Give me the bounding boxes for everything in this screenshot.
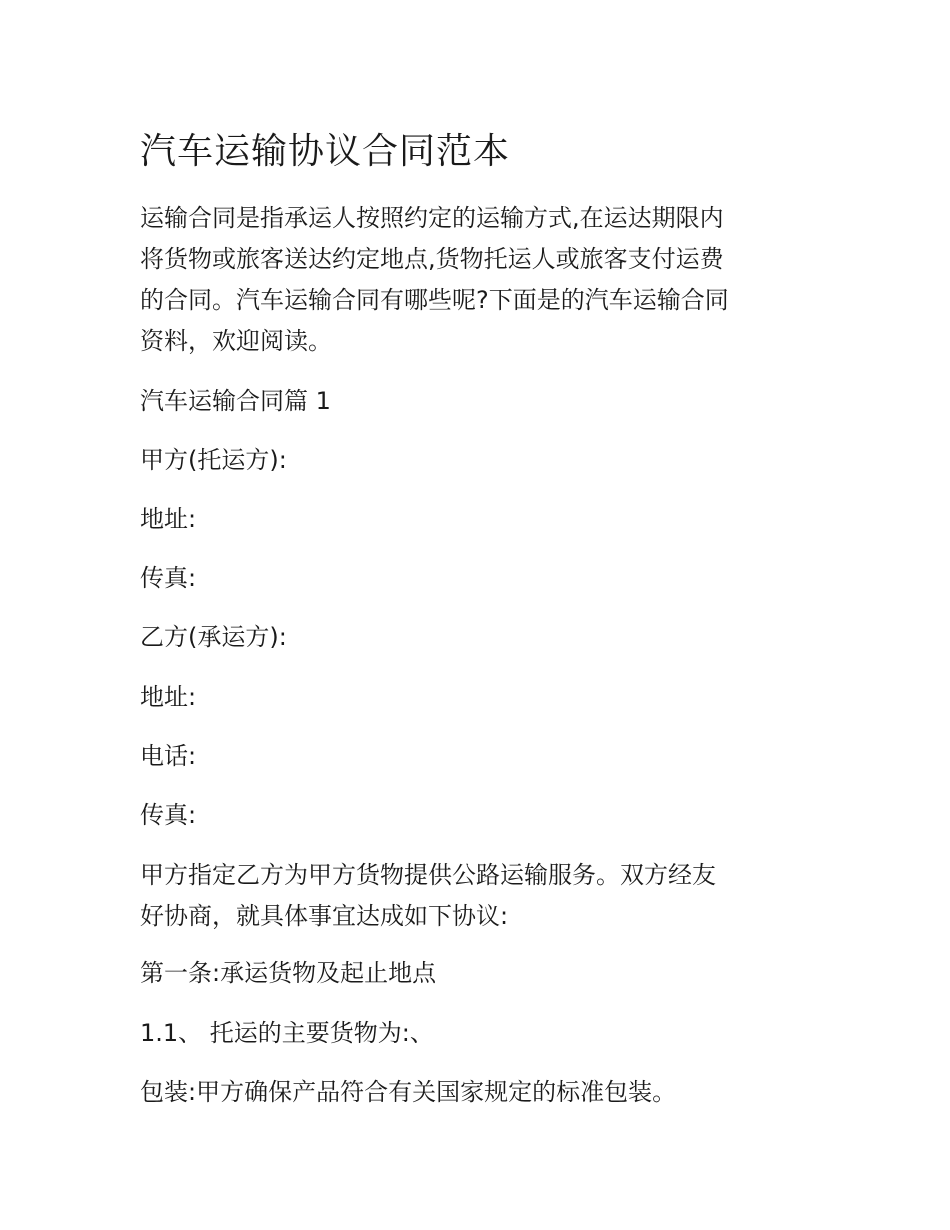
party-a-address: 地址: xyxy=(140,505,197,533)
agreement-paragraph xyxy=(140,855,716,937)
document-title: 汽车运输协议合同范本 xyxy=(140,131,511,172)
packaging-clause: 包装:甲方确保产品符合有关国家规定的标准包装。 xyxy=(140,1078,677,1106)
clause-1-1: 1.1、 托运的主要货物为:、 xyxy=(140,1019,434,1047)
party-a-fax: 传真: xyxy=(140,564,197,592)
intro-line: 运输合同是指承运人按照约定的运输方式,在运达期限内 xyxy=(140,204,724,232)
party-b-label: 乙方(承运方): xyxy=(140,623,287,651)
agreement-line: 甲方指定乙方为甲方货物提供公路运输服务。双方经友 xyxy=(140,861,716,889)
party-b-phone: 电话: xyxy=(140,742,197,770)
intro-line: 的合同。汽车运输合同有哪些呢?下面是的汽车运输合同 xyxy=(140,286,729,314)
intro-line: 将货物或旅客送达约定地点,货物托运人或旅客支付运费 xyxy=(140,245,724,273)
party-a-label: 甲方(托运方): xyxy=(140,446,287,474)
intro-line: 资料，欢迎阅读。 xyxy=(140,327,332,355)
intro-paragraph xyxy=(140,198,810,362)
party-b-address: 地址: xyxy=(140,683,197,711)
article-1-heading: 第一条:承运货物及起止地点 xyxy=(140,959,437,987)
party-b-fax: 传真: xyxy=(140,801,197,829)
section-heading: 汽车运输合同篇 1 xyxy=(140,387,331,415)
agreement-line: 好协商，就具体事宜达成如下协议: xyxy=(140,902,509,930)
